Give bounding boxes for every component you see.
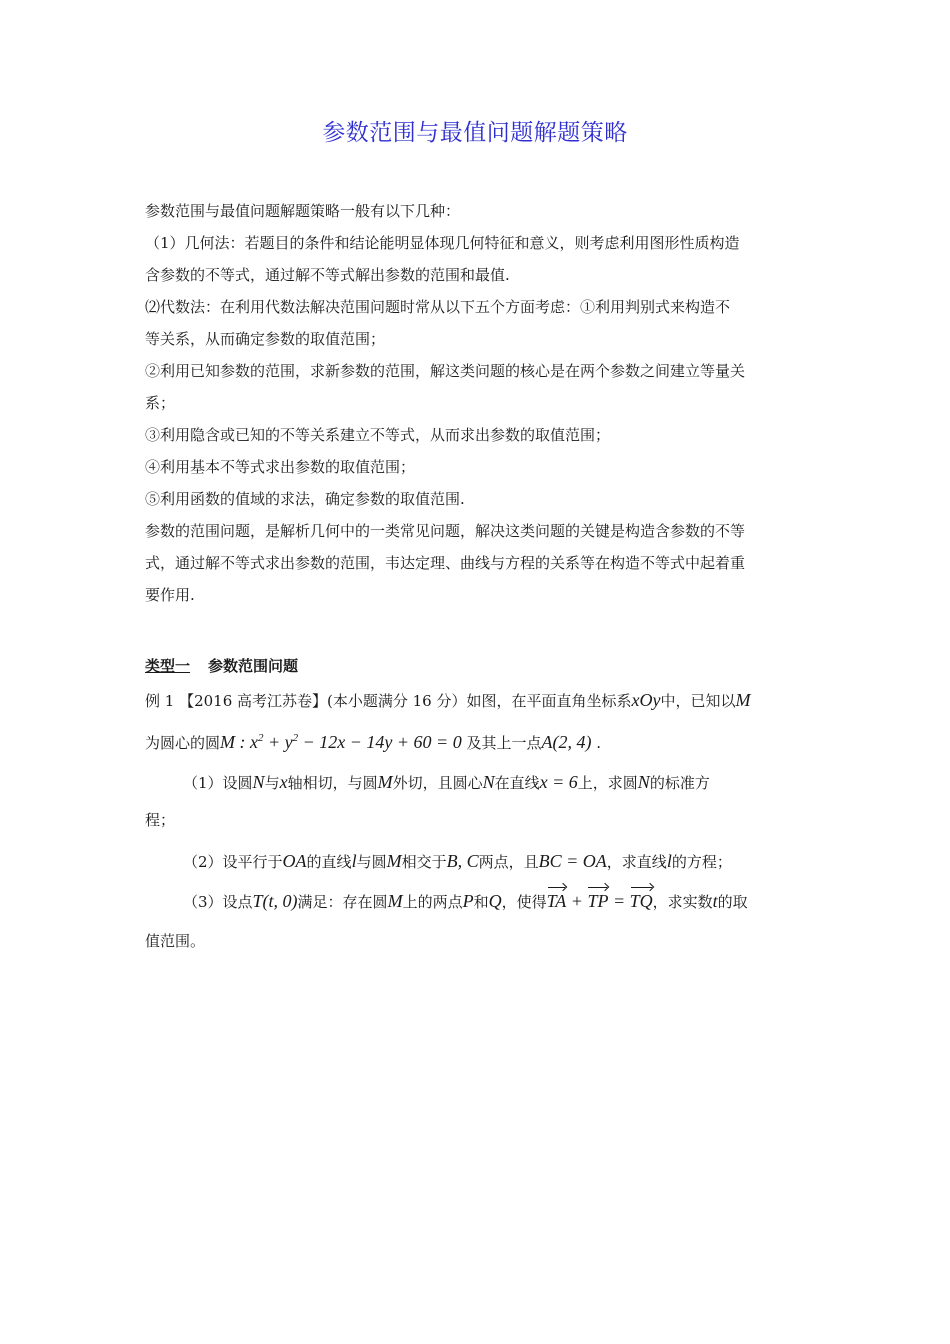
summary-line2: 式，通过解不等式求出参数的范围，韦达定理、曲线与方程的关系等在构造不等式中起着重 [145, 554, 746, 572]
question1-line2: 程； [145, 811, 176, 829]
question1-line1: （1）设圆N与x轴相切，与圆M外切，且圆心N在直线x = 6上，求圆N的标准方 [183, 772, 710, 792]
method2-line2: 等关系，从而确定参数的取值范围； [145, 330, 386, 348]
summary-line3: 要作用. [145, 586, 195, 604]
question3-line1: （3）设点T(t, 0)满足：存在圆M上的两点P和Q，使得TA + TP = TQ，求实数t的取 [183, 885, 808, 918]
method1-line2: 含参数的不等式，通过解不等式解出参数的范围和最值. [145, 266, 510, 284]
intro-text: 参数范围与最值问题解题策略一般有以下几种： [145, 202, 461, 220]
vector-equation: TA + TP = TQ [547, 891, 653, 911]
item5-text: ⑤利用函数的值域的求法，确定参数的取值范围. [145, 490, 465, 508]
item2-line2: 系； [145, 394, 176, 412]
item4-text: ④利用基本不等式求出参数的取值范围； [145, 458, 416, 476]
section-label: 类型一 [145, 657, 191, 675]
page-title: 参数范围与最值问题解题策略 [322, 120, 628, 146]
question2-text: （2）设平行于OA的直线l与圆M相交于B, C两点，且BC = OA，求直线l的方程； [183, 851, 732, 871]
section-title: 参数范围问题 [208, 657, 299, 675]
question3-line2: 值范围。 [145, 932, 206, 950]
section-heading [145, 655, 298, 676]
example1-line2: 为圆心的圆M : $x^2 + y^2 - 12x - 14y + 60 = 0$ 及其上一点A(2, 4) . [145, 732, 602, 752]
summary-line1: 参数的范围问题，是解析几何中的一类常见问题，解决这类问题的关键是构造含参数的不等 [145, 522, 746, 540]
method2-line1: ⑵代数法：在利用代数法解决范围问题时常从以下五个方面考虑：①利用判别式来构造不 [145, 298, 731, 316]
item3-text: ③利用隐含或已知的不等关系建立不等式，从而求出参数的取值范围； [145, 426, 611, 444]
method1-line1: （1）几何法：若题目的条件和结论能明显体现几何特征和意义，则考虑利用图形性质构造 [145, 234, 740, 252]
circle-equation: M : $x^2 + y^2 - 12x - 14y + 60 = 0$ [220, 732, 462, 752]
example1-line1: 例 1 【2016 高考江苏卷】(本小题满分 16 分）如图，在平面直角坐标系xOy中，已知以M [145, 690, 751, 710]
item2-line1: ②利用已知参数的范围，求新参数的范围，解这类问题的核心是在两个参数之间建立等量关 [145, 362, 746, 380]
